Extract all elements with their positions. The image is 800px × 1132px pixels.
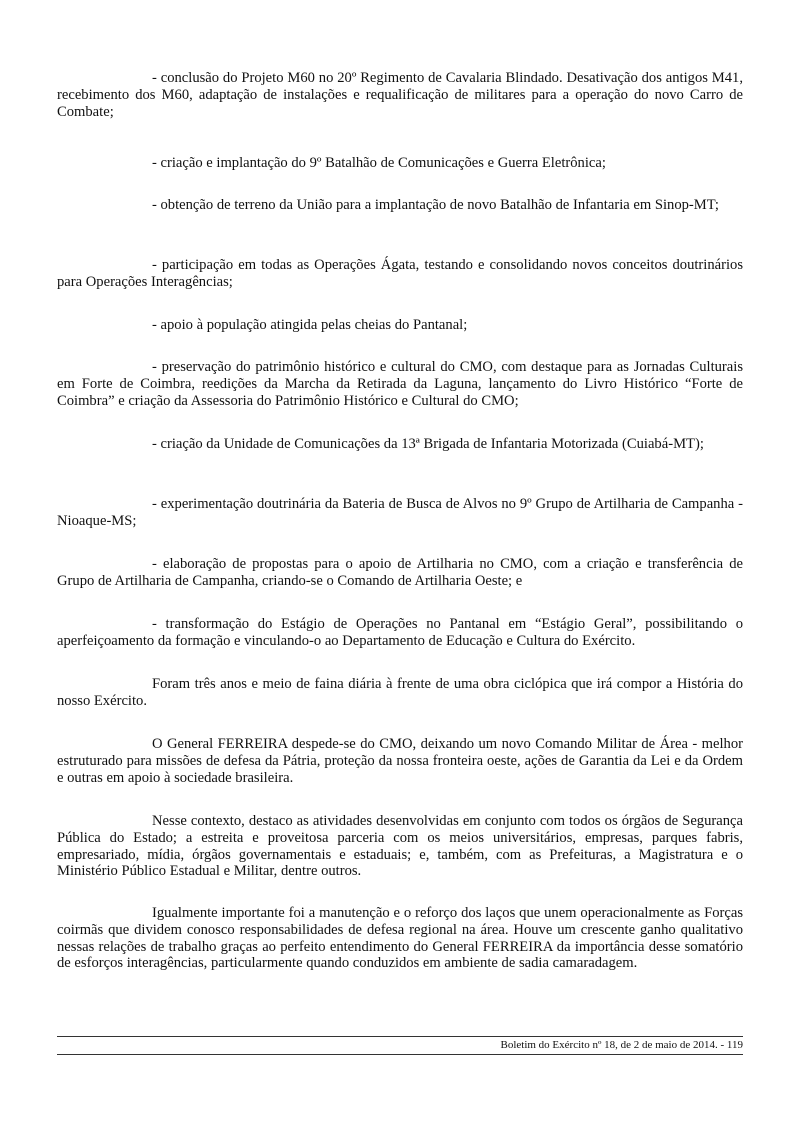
- paragraph-forcas-coirmas: Igualmente importante foi a manutenção e o reforço dos laços que unem operacionalmente as Forças coirmãs que dividem conosco responsabilidades de defesa regional na área. Houve um crescente ganho qualitativo nessas relações de trabalho graças ao perfeito entendimento do General FERREIRA da importância desse somatório de esforços interagências, particularmente quando conduzidos em ambiente de sadia camaradagem.: [57, 905, 743, 972]
- paragraph-bateria-busca-alvos: - experimentação doutrinária da Bateria de Busca de Alvos no 9º Grupo de Artilharia de Campanha - Nioaque-MS;: [57, 496, 743, 529]
- paragraph-faina-diaria: Foram três anos e meio de faina diária à frente de uma obra ciclópica que irá compor a História do nosso Exército.: [57, 676, 743, 709]
- paragraph-terreno-sinop: - obtenção de terreno da União para a implantação de novo Batalhão de Infantaria em Sinop-MT;: [152, 197, 719, 213]
- paragraph-operacoes-agata: - participação em todas as Operações Ágata, testando e consolidando novos conceitos doutrinários para Operações Interagências;: [57, 257, 743, 290]
- paragraph-estagio-geral: - transformação do Estágio de Operações no Pantanal em “Estágio Geral”, possibilitando o aperfeiçoamento da formação e vinculando-o ao Departamento de Educação e Cultura do Exército.: [57, 616, 743, 649]
- paragraph-9-batalhao-comunicacoes: - criação e implantação do 9º Batalhão de Comunicações e Guerra Eletrônica;: [152, 155, 606, 171]
- paragraph-seguranca-publica: Nesse contexto, destaco as atividades desenvolvidas em conjunto com todos os órgãos de Segurança Pública do Estado; a estreita e proveitosa parceria com os meios universitários, empresas, parques fabris, empresariado, mídia, órgãos governamentais e estaduais; e, também, com as Prefeituras, a Magistratura e o Ministério Público Estadual e Militar, dentre outros.: [57, 813, 743, 880]
- paragraph-unidade-comunicacoes: - criação da Unidade de Comunicações da 13ª Brigada de Infantaria Motorizada (Cuiabá-MT);: [152, 436, 704, 452]
- paragraph-artilharia-oeste: - elaboração de propostas para o apoio de Artilharia no CMO, com a criação e transferência de Grupo de Artilharia de Campanha, criando-se o Comando de Artilharia Oeste; e: [57, 556, 743, 589]
- footer-bulletin-reference: Boletim do Exército nº 18, de 2 de maio de 2014. - 119: [500, 1039, 743, 1051]
- footer-bottom-rule: [57, 1054, 743, 1055]
- paragraph-patrimonio-historico: - preservação do patrimônio histórico e cultural do CMO, com destaque para as Jornadas Culturais em Forte de Coimbra, reedições da Marcha da Retirada da Laguna, lançamento do Livro Histórico “Forte de Coimbra” e criação da Assessoria do Patrimônio Histórico e Cultural do CMO;: [57, 359, 743, 409]
- paragraph-projeto-m60: - conclusão do Projeto M60 no 20º Regimento de Cavalaria Blindado. Desativação dos antigos M41, recebimento dos M60, adaptação de instalações e requalificação de militares para a operação do novo Carro de Combate;: [57, 70, 743, 120]
- document-page: [57, 0, 743, 1132]
- paragraph-apoio-pantanal: - apoio à população atingida pelas cheias do Pantanal;: [152, 317, 468, 333]
- footer-top-rule: [57, 1036, 743, 1037]
- paragraph-general-ferreira: O General FERREIRA despede-se do CMO, deixando um novo Comando Militar de Área - melhor estruturado para missões de defesa da Pátria, proteção da nossa fronteira oeste, ações de Garantia da Lei e da Ordem e outras em apoio à sociedade brasileira.: [57, 736, 743, 786]
